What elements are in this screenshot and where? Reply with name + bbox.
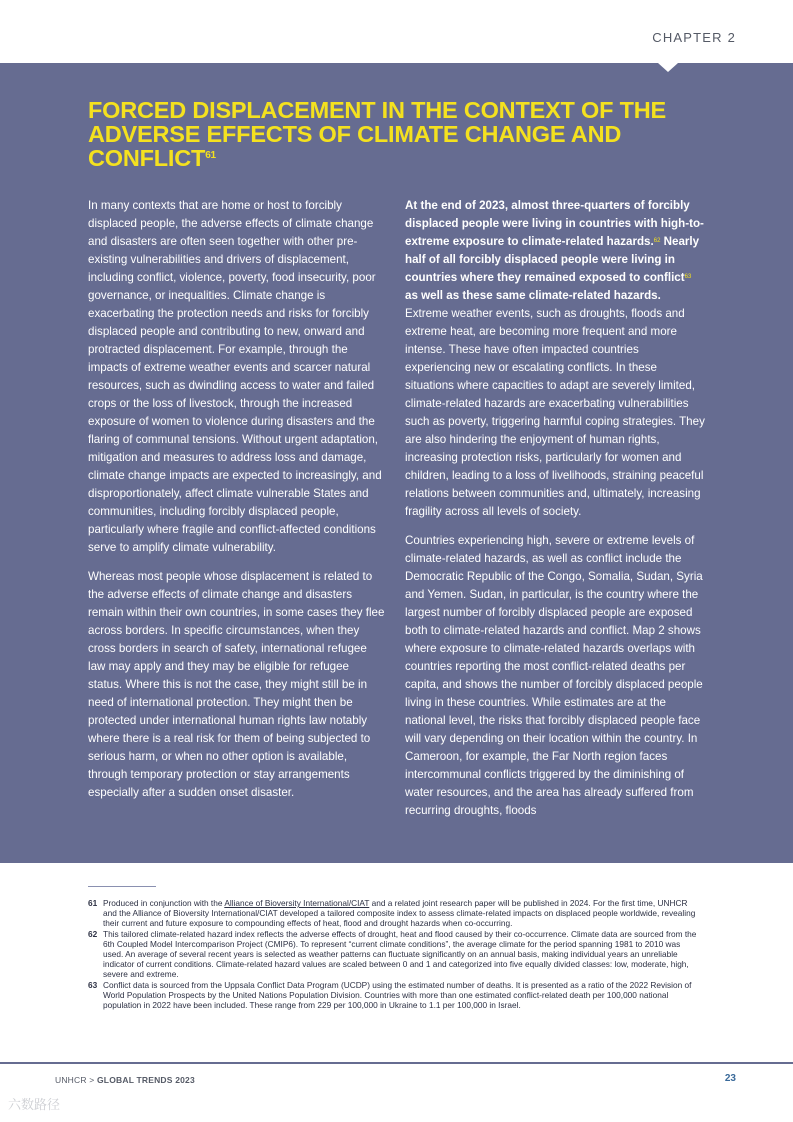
footnote-ref-63[interactable]: 63 xyxy=(684,274,692,280)
footnotes xyxy=(88,898,702,1011)
footer-report: GLOBAL TRENDS 2023 xyxy=(97,1075,195,1085)
footer-breadcrumb xyxy=(55,1075,195,1085)
footnote-number: 62 xyxy=(88,929,98,939)
footnote-63 xyxy=(88,980,702,1010)
key-finding-c: as well as these same climate-related hazards. xyxy=(405,289,661,302)
footnote-61 xyxy=(88,898,702,928)
footnote-text: This tailored climate-related hazard index reflects the adverse effects of drought, heat and flood caused by their co-occurrence. Climate data are sourced from the 6th Coupled Model Intercomparison Project (CMIP6). To represent “current climate conditions”, the average climate for the period spanning 1981 to 2010 was used. An average of several recent years is selected as weather patterns can fluctuate significantly on an annual basis, making individual years an unreliable indicator of current conditions. Climate-related hazard values are scaled between 0 and 1 and categorized into five equally divided classes: low, moderate, high, severe and extreme. xyxy=(103,929,697,979)
alliance-link[interactable]: Alliance of Bioversity International/CIAT xyxy=(224,898,370,908)
section-title-text: FORCED DISPLACEMENT IN THE CONTEXT OF THE ADVERSE EFFECTS OF CLIMATE CHANGE AND CONFLICT xyxy=(88,97,667,171)
key-finding-b: Nearly half of all forcibly displaced people were living in countries where they remained exposed to conflict xyxy=(405,235,700,284)
footnote-text xyxy=(103,898,702,928)
footer-org: UNHCR xyxy=(55,1075,87,1085)
footer-divider xyxy=(0,1062,793,1064)
right-paragraph-1-rest: Extreme weather events, such as droughts, floods and extreme heat, are becoming more frequent and more intense. These have often impacted countries experiencing new or escalating conflicts. In these situations where capacities to adapt are severely limited, climate-related hazards are exacerbating vulnerabilities such as poverty, triggering harmful coping strategies. They are also hindering the enjoyment of human rights, increasing protection risks, particularly for women and children, leading to a loss of livelihoods, straining peaceful relations between communities and, ultimately, increasing fragility across all levels of society. xyxy=(405,307,705,518)
footnote-divider xyxy=(88,886,156,887)
footnote-text-post: and a related joint research paper will be published in 2024. For the first time, UNHCR and the Alliance of Bioversity International/CIAT developed a tailored composite index to assess climate-related impacts on displaced people worldwide, revealing their current and future exposure to compounding effects of heat, flood and drought hazards when co-occurring. xyxy=(103,898,696,928)
footnote-number: 63 xyxy=(88,980,98,990)
right-paragraph-1 xyxy=(405,197,705,521)
left-column xyxy=(88,197,386,813)
title-footnote-ref[interactable]: 61 xyxy=(205,150,216,161)
footnote-number: 61 xyxy=(88,898,98,908)
watermark: 六数路径 xyxy=(8,1098,61,1113)
footnote-text: Conflict data is sourced from the Uppsala Conflict Data Program (UCDP) using the estimated number of deaths. It is presented as a ratio of the 2022 Revision of World Population Prospects by the United Nations Population Division. Countries with more than one estimated conflict-related death per 100,000 national population in 2022 have been included. These range from 229 per 100,000 in Ukraine to 1.1 per 100,000 in Israel. xyxy=(103,980,692,1010)
footnote-62 xyxy=(88,929,702,979)
key-finding-a: At the end of 2023, almost three-quarters of forcibly displaced people were living in countries with high-to-extreme exposure to climate-related hazards. xyxy=(405,199,704,248)
footer-separator: > xyxy=(86,1075,97,1085)
left-paragraph-2: Whereas most people whose displacement is related to the adverse effects of climate change and disasters remain within their own countries, in some cases they flee across borders. In specific circumstances, when they cross borders in search of safety, international refugee law may apply and they may be eligible for refugee status. Where this is not the case, they might still be in need of international protection. They might then be protected under international human rights law notably where there is a real risk for them of being subjected to serious harm, or when no other option is available, through temporary protection or stay arrangements especially after a sudden onset disaster. xyxy=(88,570,385,799)
page-number: 23 xyxy=(724,1073,736,1084)
footnote-text-pre: Produced in conjunction with the xyxy=(103,898,225,908)
panel-notch xyxy=(658,63,678,72)
left-paragraph-1: In many contexts that are home or host to forcibly displaced people, the adverse effects of climate change and disasters are often seen together with other pre-existing vulnerabilities and drivers of displacement, including conflict, violence, poverty, food insecurity, poor governance, or inequalities. Climate change is exacerbating the protection needs and risks for forcibly displaced people and contributing to new, onward and protracted displacement. For example, through the impacts of extreme weather events and scarcer natural resources, such as dwindling access to water and failed crops or the loss of livestock, through the increased exposure of women to violence during disasters and the flaring of communal tensions. Without urgent adaptation, mitigation and measures to address loss and damage, climate change impacts are expected to increasingly, and disproportionately, affect climate vulnerable States and communities, including forcibly displaced people, particularly where fragile and conflict-affected conditions serve to amplify climate vulnerability. xyxy=(88,199,382,554)
right-column xyxy=(405,197,705,831)
right-paragraph-2: Countries experiencing high, severe or extreme levels of climate-related hazards, as well as conflict include the Democratic Republic of the Congo, Somalia, Sudan, Syria and Yemen. Sudan, in particular, is the country where the largest number of forcibly displaced people are exposed both to climate-related hazards and conflict. Map 2 shows where exposure to climate-related hazards overlaps with countries reporting the most conflict-related deaths per capita, and shows the number of forcibly displaced people living in these countries. While estimates are at the national level, the risks that forcibly displaced people face will vary depending on their location within the country. In Cameroon, for example, the Far North region faces intercommunal conflicts triggered by the diminishing of water resources, and the area has already suffered from recurring droughts, floods xyxy=(405,534,703,817)
section-title xyxy=(88,98,728,170)
chapter-label: CHAPTER 2 xyxy=(652,30,736,45)
footnote-ref-62[interactable]: 62 xyxy=(653,238,661,244)
